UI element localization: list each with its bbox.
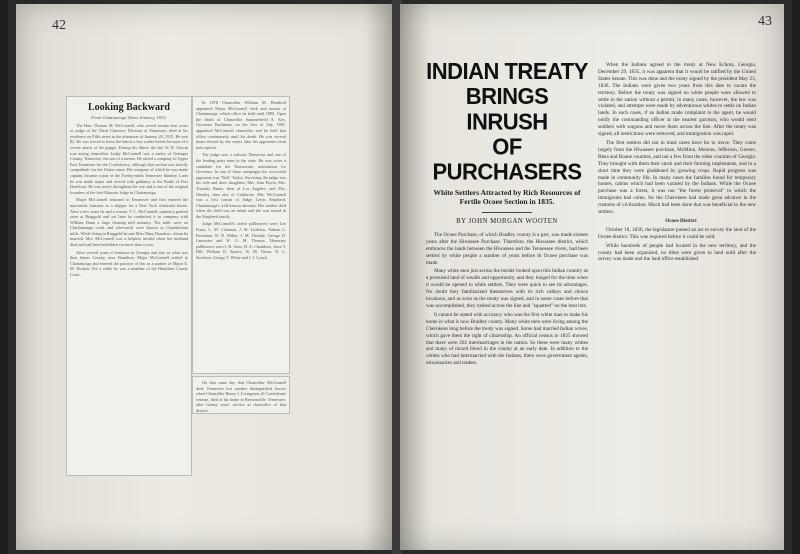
headline-line: BRINGS INRUSH [465,83,549,135]
article-column-2 [598,62,756,265]
article-paragraph: Many white men just across the border looked upon this Indian country as a promised land of wealth and opportunity, and they longed for the time when it would be opened to white settlers. They were quick to see its advantages. No doubt they familiarized themselves with its rich valleys and choice locations, and as soon as the treaty was signed, and in some cases before that was accomplished, they rushed across the line and "squatted" on the best lots. [426,268,588,309]
article-headline [426,59,588,185]
clipping-title: Looking Backward [88,102,170,113]
article-paragraph: It cannot be stated with accuracy who was the first white man to make his home in what is now Bradley county. Many white men were living among the Cherokees long before the treaty was signed. Some had married Indian wives, which gave them the right of citizenship. An official census in 1835 showed that there were 202 intermarriages in the nation. So these were many whites and many of mixed blood in the county at an early date. In addition to the whites who had intermarried with the Indians, there were government agents, missionaries and traders. [426,311,588,367]
clipping-paragraph: After several years of business in Georgia and also in what was then James County, near Hamilton, Major McConnell settled in Chattanooga and entered the practice of law as a partner of Major E. M. Dodson. For a while he was a member of the Hamilton County Court. [70,249,188,278]
article-subhead: White Settlers Attracted by Rich Resources of Fertile Ocoee Section in 1835. [433,188,581,206]
clipping-dateline: From Chattanooga Times January, 1915. [91,115,167,120]
clipping-paragraph: Major McConnell returned to Tennessee and first entered the mercantile business as a shipper for a New York wholesale house. After a few years he and a cousin, T. C. McConnell, opened a general store at Ringgold and yet later he conducted it in company with William Dunn a large flouring mill industry. The mills were on Chickamauga creek and afterwards were known as Chamberlain mills. While living in Ringgold he met Miss Mary Donahoo, whom he married. Mrs. McConnell was a helpless invalid when her husband died and had been bedridden for more than a year. [70,197,188,248]
clipping-column-1 [66,96,192,476]
clipping-paragraph: The Hon. Thomas M. McConnell, who served twenty-four years as judge of the Third Chancery Division of Tennessee, died at his residence on Fifth street in the afternoon of January 20, 1915. He was 82. He was forced to leave the bench a few weeks before because of a severe attack of the grippe. During his illness the late W. B. Garvin was acting chancellor. Judge McConnell was a native of Grainger County, Tennessee, the son of a farmer. He raised a company in Upper East Tennessee for the Confederacy, although that section was heavily sympathetic for the Union cause. His company of which he was made captain, became a part of the Twenty-ninth Tennessee Infantry. Later he was made major and served with gallantry at the Battle of Fort Donelson. He was active throughout the war and is one of the original founders of the first Masonic lodge in Chattanooga. [70,122,188,195]
clipping-paragraph: In 1878 Chancellor William M. Bradford appointed Major McConnell clerk and master at Chattanooga, which office he held until 1890. Upon the death of Chancellor Summerfield A. Key, Governor Buchanan, on the first of July, 1891, appointed McConnell chancellor and he held that office continuously until his death. He was several times elected by the voters after his appointive term had expired. [196,100,286,150]
clipping-column-2 [192,96,290,374]
page-number-left: 42 [52,18,66,33]
newspaper-article [426,57,756,522]
page-number-right: 43 [758,14,772,29]
clipping-paragraph: Judge McConnell's active pallbearers were Lee Foust, L. M. Coleman, J. M. Littleton, Nathan L. Bachman, W. B. Miller, J. M. Trimble, George D. Lancaster and W. G. M. Thomas. Honorary pallbearers were J. B. Sizer, H. A. Chambers, Jesse T. Hill, William D. Spears, W. M. Nixon, D. L. Stockton, George T. White and J. J. Lynch. [196,221,286,261]
article-paragraph: The Ocoee Purchase, of which Bradley county is a part, was made sixteen years after the Hiwassee Purchase. Therefore, the Hiwassee district, which embraces the lands between the Hiwassee and the Tennessee rivers, had been settled by white people a number of years before th Ocoee purchase was made. [426,231,588,266]
article-paragraph: While hundreds of people had located in the new territory, and the county had been organized, no titles were given to land until after the survey was made and the land office established. [598,242,756,263]
article-subsection-heading: Ocoee District [665,217,697,224]
article-paragraph: The first settlers did not in most cases have far to move. They came largely from the Hiwassee purchase, McMinn, Monroe, Jefferson, Greene, Rhea and Roane counties, and not a few from the older counties of Georgia. They brought with them their stock and their farming implements, and in a short time they were gladdened by growing crops. Rapid progress was made in community life. In many cases the families found for temporary homes, cabins which had been vacated by the Indians. While the Ocoee purchase was a forest, it was not "the forest primeval" to which the immigrants had come, for the Cherokees had made great advance in the customs of civilization. Much had been done that was beneficial to the new settlers. [598,139,756,216]
headline-line: OF PURCHASERS [432,133,582,185]
clipping-paragraph: The judge was a stalwart Democrat and one of the leading party men in the state. He was twice a candidate for the Democratic nomination for Governor. In one of these campaigns his successful opponent was "Bob" Taylor. Surviving the judge was his wife and three daughters, Mrs. Sam Erwin, Mrs. Timothy Burns, then of Los Angeles, and Mrs. Ormsby, then also of California. Mrs. McConnell was a first cousin of Judge Lewis Shepherd, Chattanooga's well-known attorney. Her mother died when the child was an infant and she was reared in the Shepherd family. [196,152,286,219]
article-byline: BY JOHN MORGAN WOOTEN [456,218,558,225]
article-paragraph: October 18, 1836, the legislature passed an act to survey the land of the Ocoee district. This was required before it could be sold. [598,226,756,240]
clipping-paragraph: On that same day that Chancellor McConnell died, Tennessee lost another distinguished lawyer when Chancellor Henry J. Livingston, ill Confederate veteran, died at his home in Brownsville, Tennessee, after twenty years' service as chancellor of that district. [196,380,287,413]
divider [482,212,532,213]
article-column-1 [426,57,588,369]
article-paragraph: When the Indians agreed to the treaty at New Echota, Georgia, December 29, 1835, it was apparent that it would be ratified by the United States Senate. This was done and the treaty signed by the president May 23, 1836. The Indians were given two years from this date to vacate the territory. Before the treaty was signed no white people were allowed to settle in the nation without a permit, in many cases, however, the law was violated, and attempts were made by adventurous whites to settle on Indian lands. In such cases, if an Indian made complaint to the agent, he would notify the commanding officer at the nearest garrison, who would send soldiers with wagons and move them across the line. After the treaty was signed, all restrictions were removed, and immigration was rapid. [598,62,756,138]
headline-line: INDIAN TREATY [426,57,588,85]
microfilm-frame [8,0,792,554]
clipping-column-3 [192,376,290,414]
